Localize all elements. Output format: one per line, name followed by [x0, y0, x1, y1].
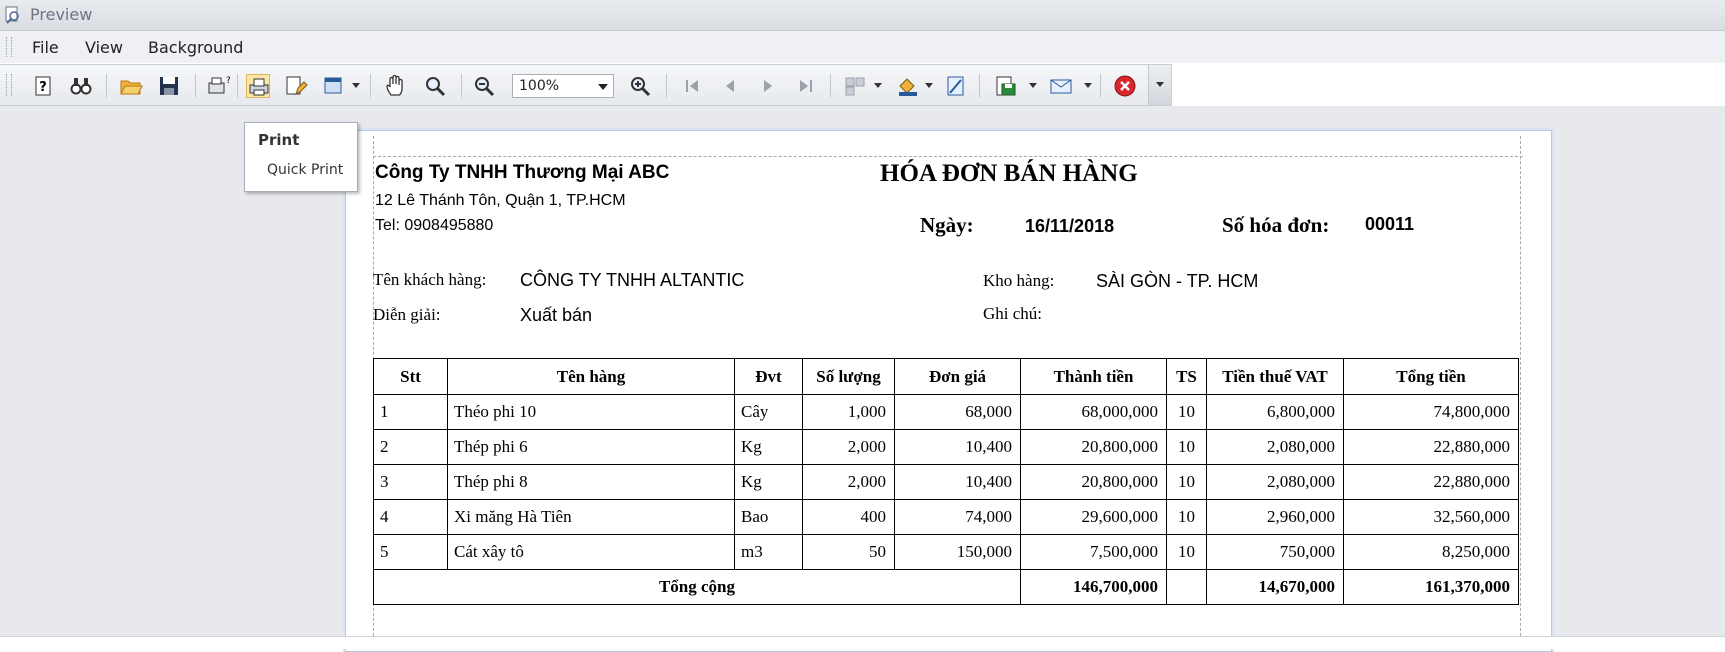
warehouse-value: SÀI GÒN - TP. HCM — [1096, 271, 1259, 291]
column-header-amount: Thành tiền — [1021, 359, 1167, 395]
zoom-value: 100% — [519, 78, 560, 94]
save-icon[interactable] — [157, 74, 181, 98]
company-tel: Tel: 0908495880 — [375, 217, 494, 234]
zoom-in-icon[interactable] — [628, 74, 652, 98]
toolbar-separator — [106, 74, 107, 98]
toolbar-overflow-button[interactable] — [1148, 65, 1171, 105]
cell-stt: 4 — [374, 500, 448, 535]
window-title: Preview — [30, 5, 93, 24]
toolbar-separator — [461, 74, 462, 98]
column-header-unit-price: Đơn giá — [895, 359, 1021, 395]
toolbar-separator — [979, 74, 980, 98]
warehouse-label: Kho hàng: — [983, 271, 1055, 290]
watermark-icon[interactable] — [944, 74, 968, 98]
cell-vat: 2,080,000 — [1207, 465, 1344, 500]
invoice-items-table — [373, 358, 1519, 605]
total-row — [374, 570, 1519, 605]
close-icon[interactable] — [1113, 74, 1137, 98]
table-row — [374, 500, 1519, 535]
description-value: Xuất bán — [520, 305, 593, 325]
cell-stt: 5 — [374, 535, 448, 570]
note-label: Ghi chú: — [983, 304, 1043, 323]
date-label: Ngày: — [920, 213, 974, 237]
zoom-out-icon[interactable] — [472, 74, 496, 98]
cell-item-name: Thép phi 6 — [448, 430, 735, 465]
invoice-title: HÓA ĐƠN BÁN HÀNG — [880, 160, 1138, 187]
print-icon[interactable] — [246, 74, 270, 98]
margin-guide-top — [373, 156, 1523, 157]
cell-amount: 20,800,000 — [1021, 465, 1167, 500]
invoice-number-label: Số hóa đơn: — [1222, 213, 1330, 237]
menu-grip[interactable] — [6, 37, 12, 57]
column-header-total: Tổng tiền — [1344, 359, 1519, 395]
edit-icon[interactable] — [284, 74, 308, 98]
toolbar-separator — [666, 74, 667, 98]
export-document-dropdown-arrow[interactable] — [1029, 83, 1037, 88]
next-page-icon[interactable] — [756, 74, 780, 98]
zoom-select[interactable] — [512, 74, 614, 98]
cell-vat: 2,960,000 — [1207, 500, 1344, 535]
cell-unit-price: 74,000 — [895, 500, 1021, 535]
print-menu — [244, 122, 358, 192]
last-page-icon[interactable] — [794, 74, 818, 98]
menu-file[interactable]: File — [32, 38, 59, 57]
quick-print-item[interactable]: Quick Print — [267, 162, 344, 178]
company-name: Công Ty TNHH Thương Mại ABC — [375, 162, 670, 183]
cell-tax-rate: 10 — [1167, 535, 1207, 570]
preview-toolbar — [0, 64, 1172, 106]
toolbar-separator — [830, 74, 831, 98]
column-header-tax-rate: TS — [1167, 359, 1207, 395]
toolbar-separator — [1100, 74, 1101, 98]
grand-total: 161,370,000 — [1344, 570, 1519, 605]
table-row — [374, 465, 1519, 500]
cell-stt: 3 — [374, 465, 448, 500]
cell-stt: 1 — [374, 395, 448, 430]
table-row — [374, 395, 1519, 430]
cell-stt: 2 — [374, 430, 448, 465]
cell-amount: 29,600,000 — [1021, 500, 1167, 535]
export-icon[interactable] — [322, 74, 346, 98]
cell-amount: 20,800,000 — [1021, 430, 1167, 465]
table-row — [374, 430, 1519, 465]
customer-label: Tên khách hàng: — [373, 270, 487, 289]
cell-total: 74,800,000 — [1344, 395, 1519, 430]
preview-icon — [4, 6, 22, 24]
cell-vat: 750,000 — [1207, 535, 1344, 570]
hand-icon[interactable] — [384, 74, 408, 98]
cell-quantity: 50 — [803, 535, 895, 570]
chevron-down-icon — [598, 84, 608, 90]
total-tax-rate-cell — [1167, 570, 1207, 605]
cell-amount: 7,500,000 — [1021, 535, 1167, 570]
cell-unit-price: 10,400 — [895, 465, 1021, 500]
company-address: 12 Lê Thánh Tôn, Quận 1, TP.HCM — [375, 192, 626, 209]
column-header-stt: Stt — [374, 359, 448, 395]
cell-item-name: Théo phi 10 — [448, 395, 735, 430]
send-email-dropdown-arrow[interactable] — [1084, 83, 1092, 88]
menu-bar — [0, 31, 1725, 63]
color-dropdown-arrow[interactable] — [925, 83, 933, 88]
table-row — [374, 535, 1519, 570]
cell-unit-price: 150,000 — [895, 535, 1021, 570]
cell-total: 22,880,000 — [1344, 430, 1519, 465]
cell-total: 22,880,000 — [1344, 465, 1519, 500]
cell-item-name: Thép phi 8 — [448, 465, 735, 500]
toolbar-separator — [195, 74, 196, 98]
previous-page-icon[interactable] — [718, 74, 742, 98]
menu-background[interactable]: Background — [148, 38, 244, 57]
cell-item-name: Xi măng Hà Tiên — [448, 500, 735, 535]
cell-quantity: 2,000 — [803, 430, 895, 465]
toolbar-grip[interactable] — [6, 74, 12, 96]
cell-quantity: 400 — [803, 500, 895, 535]
customer-value: CÔNG TY TNHH ALTANTIC — [520, 270, 745, 290]
column-header-vat: Tiền thuế VAT — [1207, 359, 1344, 395]
cell-item-name: Cát xây tô — [448, 535, 735, 570]
cell-vat: 2,080,000 — [1207, 430, 1344, 465]
color-icon[interactable] — [896, 74, 920, 98]
cell-vat: 6,800,000 — [1207, 395, 1344, 430]
cell-unit: Kg — [735, 465, 803, 500]
total-amount: 146,700,000 — [1021, 570, 1167, 605]
table-header-row — [374, 359, 1519, 395]
open-folder-icon[interactable] — [119, 74, 143, 98]
column-header-quantity: Số lượng — [803, 359, 895, 395]
cell-tax-rate: 10 — [1167, 500, 1207, 535]
cell-unit: Kg — [735, 430, 803, 465]
first-page-icon[interactable] — [680, 74, 704, 98]
svg-text:?: ? — [39, 80, 47, 95]
cell-unit-price: 68,000 — [895, 395, 1021, 430]
cell-amount: 68,000,000 — [1021, 395, 1167, 430]
date-value: 16/11/2018 — [1025, 216, 1115, 236]
window-title-bar — [0, 0, 1725, 31]
cell-tax-rate: 10 — [1167, 465, 1207, 500]
print-menu-header: Print — [258, 131, 300, 149]
multipage-dropdown-arrow[interactable] — [874, 83, 882, 88]
binoculars-icon[interactable] — [69, 74, 93, 98]
send-email-icon[interactable] — [1049, 74, 1073, 98]
export-document-icon[interactable] — [994, 74, 1018, 98]
invoice-number-value: 00011 — [1365, 214, 1415, 234]
toolbar-separator — [370, 74, 371, 98]
cell-tax-rate: 10 — [1167, 430, 1207, 465]
column-header-item-name: Tên hàng — [448, 359, 735, 395]
cell-unit: Bao — [735, 500, 803, 535]
total-label: Tổng cộng — [374, 570, 1021, 605]
cell-unit: m3 — [735, 535, 803, 570]
toolbar-separator — [237, 74, 238, 98]
cell-total: 8,250,000 — [1344, 535, 1519, 570]
cell-unit: Cây — [735, 395, 803, 430]
export-dropdown-arrow[interactable] — [352, 83, 360, 88]
cell-unit-price: 10,400 — [895, 430, 1021, 465]
total-vat: 14,670,000 — [1207, 570, 1344, 605]
cell-total: 32,560,000 — [1344, 500, 1519, 535]
page-setup-icon[interactable] — [206, 74, 230, 98]
cell-quantity: 1,000 — [803, 395, 895, 430]
svg-text:?: ? — [226, 76, 231, 86]
cell-tax-rate: 10 — [1167, 395, 1207, 430]
magnifier-icon[interactable] — [423, 74, 447, 98]
cell-quantity: 2,000 — [803, 465, 895, 500]
column-header-unit: Đvt — [735, 359, 803, 395]
multipage-icon[interactable] — [843, 74, 867, 98]
status-strip — [0, 636, 1725, 649]
margin-guide-right — [1520, 136, 1521, 636]
help-icon[interactable] — [31, 74, 55, 98]
description-label: Diễn giải: — [373, 305, 441, 324]
menu-view[interactable]: View — [85, 38, 123, 57]
chevron-down-icon — [1156, 82, 1164, 87]
